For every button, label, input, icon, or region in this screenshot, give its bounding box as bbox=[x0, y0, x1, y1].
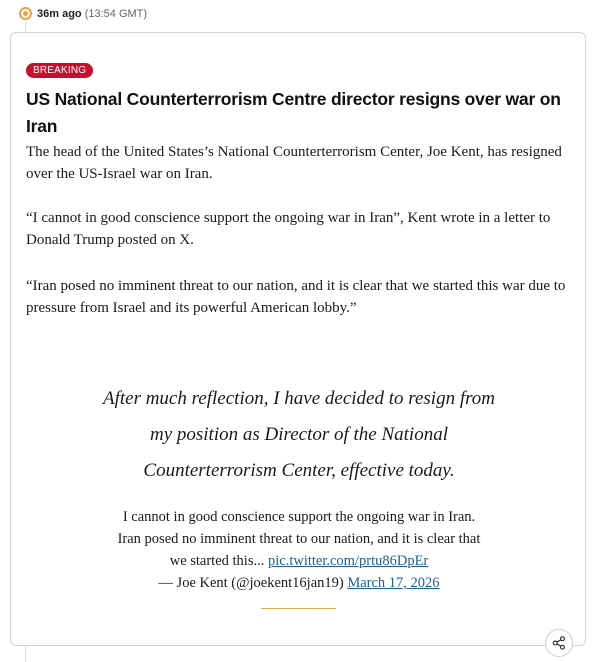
post-paragraph: “Iran posed no imminent threat to our nation, and it is clear that we started this war due to pressure from Israel and its powerful American lobby.” bbox=[26, 278, 566, 316]
post-headline: US National Counterterrorism Centre director resigns over war on Iran bbox=[26, 89, 561, 136]
time-exact: (13:54 GMT) bbox=[84, 8, 148, 20]
tweet-text-fragment: we started this... bbox=[169, 553, 268, 569]
post-timestamp bbox=[37, 8, 147, 20]
share-button[interactable] bbox=[545, 629, 573, 657]
tweet-divider bbox=[261, 608, 336, 609]
tweet-date-link[interactable]: March 17, 2026 bbox=[347, 575, 440, 591]
embedded-tweet-quote bbox=[11, 381, 587, 489]
embedded-tweet-body bbox=[11, 506, 587, 594]
tweet-text-line: Iran posed no imminent threat to our nation, and it is clear that bbox=[117, 531, 481, 547]
breaking-badge: BREAKING bbox=[26, 63, 93, 78]
live-post-card bbox=[10, 32, 586, 646]
tweet-text-line bbox=[11, 550, 587, 572]
tweet-author: — Joe Kent (@joekent16jan19) bbox=[158, 575, 348, 591]
post-paragraph: The head of the United States’s National Counterterrorism Center, Joe Kent, has resigned over the US-Israel war on Iran. bbox=[26, 144, 562, 182]
tweet-quote-line: After much reflection, I have decided to resign from bbox=[102, 388, 496, 409]
share-icon bbox=[552, 636, 566, 650]
post-paragraph: “I cannot in good conscience support the ongoing war in Iran”, Kent wrote in a letter to Donald Trump posted on X. bbox=[26, 210, 551, 248]
tweet-media-link[interactable]: pic.twitter.com/prtu86DpEr bbox=[267, 553, 429, 569]
tweet-attribution bbox=[11, 572, 587, 594]
tweet-text-line: I cannot in good conscience support the ongoing war in Iran. bbox=[122, 509, 476, 525]
tweet-quote-line: Counterterrorism Center, effective today. bbox=[143, 460, 455, 481]
time-ago: 36m ago bbox=[37, 8, 82, 20]
tweet-quote-line: my position as Director of the National bbox=[149, 424, 448, 445]
timeline-dot-icon bbox=[19, 7, 32, 20]
